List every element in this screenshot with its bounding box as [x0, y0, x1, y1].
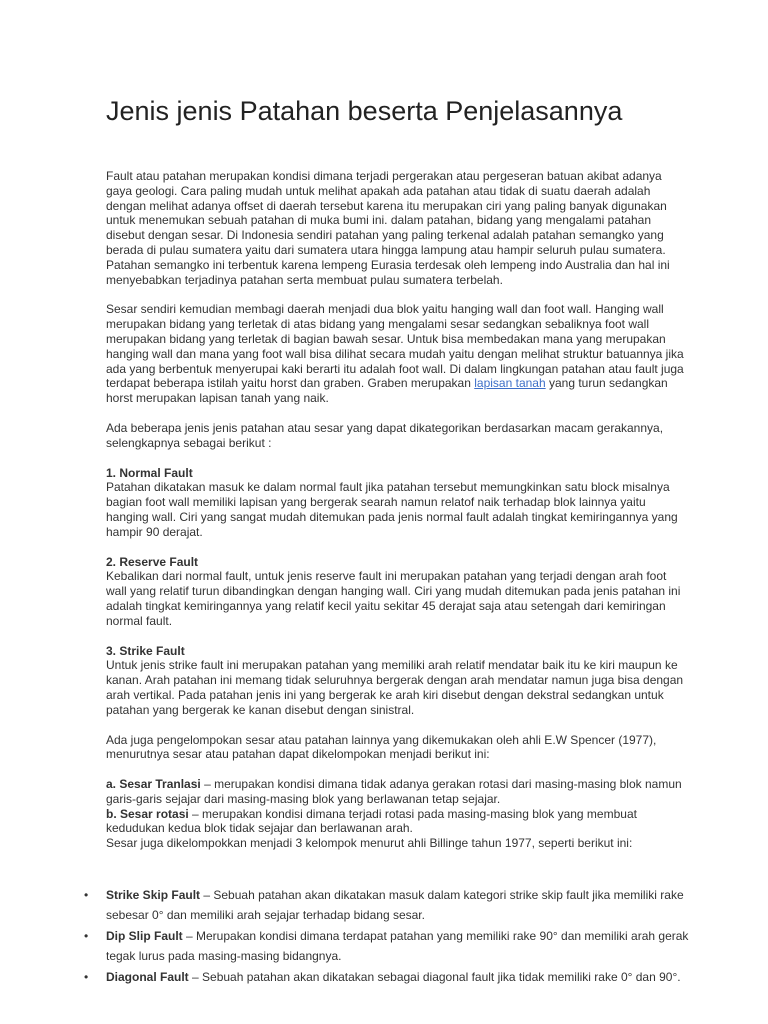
- section-text: Untuk jenis strike fault ini merupakan patahan yang memiliki arah relatif mendatar baik itu ke kiri maupun ke kanan. Arah patahan ini memang tidak seluruhnya bergerak dengan arah mendatar namun juga bisa dengan arah vertikal. Pada patahan jenis ini yang bergerak ke arah kiri disebut dengan dekstral sedangkan untuk patahan yang bergerak ke kanan disebut dengan sinistral.: [106, 658, 684, 717]
- page-title: Jenis jenis Patahan beserta Penjelasannya: [106, 96, 623, 126]
- section-normal-fault: [106, 466, 688, 540]
- article-body: [106, 169, 688, 851]
- paragraph-intro: Fault atau patahan merupakan kondisi dimana terjadi pergerakan atau pergeseran batuan akibat adanya gaya geologi. Cara paling mudah untuk melihat apakah ada patahan atau tidak di suatu daerah adalah dengan melihat adanya offset di daerah tersebut karena itu merupakan ciri yang paling banyak digunakan untuk menemukan sebuah patahan di muka bumi ini. dalam patahan, bidang yang mengalami patahan disebut dengan sesar. Di Indonesia sendiri patahan yang paling terkenal adalah patahan semangko yang berada di pulau sumatera yaitu dari sumatera utara hingga lampung atau hampir seluruh pulau sumatera. Patahan semangko ini terbentuk karena lempeng Eurasia terdesak oleh lempeng indo Australia dan hal ini menyebabkan terjadinya patahan serta membuat pulau sumatera terbelah.: [106, 169, 670, 287]
- item-text: – Sebuah patahan akan dikatakan sebagai diagonal fault jika tidak memiliki rake 0° dan 90°.: [188, 970, 681, 984]
- item-heading: Strike Skip Fault: [106, 888, 201, 902]
- section-heading: 1. Normal Fault: [106, 465, 193, 480]
- item-heading: Diagonal Fault: [106, 970, 189, 984]
- paragraph-text: Sesar sendiri kemudian membagi daerah menjadi dua blok yaitu hanging wall dan foot wall. Hanging wall merupakan bidang yang terletak di atas bidang yang mengalami sesar sedangkan sebaliknya foot wall merupakan bidang yang terletak di bagian bawah sesar. Untuk bisa membedakan mana yang merupakan hanging wall dan mana yang foot wall bisa dilihat secara mudah yaitu dengan melihat struktur batuannya jika ada yang berbentuk menyerupai kaki berarti itu adalah foot wall. Di dalam lingkungan patahan atau fault juga terdapat beberapa istilah yaitu horst dan graben. Graben merupakan: [106, 302, 684, 391]
- item-text: – merupakan kondisi dimana terjadi rotasi pada masing-masing blok yang membuat kedudukan kedua blok tidak sejajar dan berlawanan arah.: [106, 806, 637, 836]
- paragraph-hanging-foot-wall: [106, 302, 688, 406]
- bullet-marker: •: [84, 929, 89, 943]
- section-heading: 3. Strike Fault: [106, 643, 185, 658]
- list-item: [84, 885, 694, 925]
- bullet-list: [84, 885, 694, 988]
- section-text: Patahan dikatakan masuk ke dalam normal fault jika patahan tersebut memungkinkan satu block misalnya bagian foot wall memiliki lapisan yang bergerak searah namun relatof naik terhadap blok lainnya yaitu hanging wall. Ciri yang sangat mudah ditemukan pada jenis normal fault adalah tingkat kemiringannya yang hampir 90 derajat.: [106, 480, 678, 539]
- section-reserve-fault: [106, 555, 688, 629]
- section-heading: 2. Reserve Fault: [106, 554, 199, 569]
- item-text: – Merupakan kondisi dimana terdapat patahan yang memiliki rake 90° dan memiliki arah gerak tegak lurus pada masing-masing bidangnya.: [106, 929, 689, 963]
- paragraph-categories-intro: Ada beberapa jenis jenis patahan atau sesar yang dapat dikategorikan berdasarkan macam gerakannya, selengkapnya sebagai berikut :: [106, 420, 664, 450]
- item-sesar-tranlasi: [106, 777, 688, 807]
- list-item: [84, 967, 694, 987]
- paragraph-spencer: Ada juga pengelompokan sesar atau patahan lainnya yang dikemukakan oleh ahli E.W Spencer (1977), menurutnya sesar atau patahan dapat dikelompokan menjadi berikut ini:: [106, 732, 657, 762]
- section-text: Kebalikan dari normal fault, untuk jenis reserve fault ini merupakan patahan yang terjadi dengan arah foot wall yang relatif turun dibandingkan dengan hanging wall. Ciri yang mudah ditemukan pada jenis patahan ini adalah tingkat kemiringannya yang relatif kecil yaitu sekitar 45 derajat saja atau setengah dari kemiringan normal fault.: [106, 569, 681, 628]
- section-strike-fault: [106, 644, 688, 718]
- item-text: – merupakan kondisi dimana tidak adanya gerakan rotasi dari masing-masing blok namun garis-garis sejajar dari masing-masing blok yang berlawanan tetap sejajar.: [106, 777, 682, 806]
- item-heading: a. Sesar Tranlasi: [106, 777, 201, 792]
- lapisan-tanah-link[interactable]: lapisan tanah: [474, 376, 546, 391]
- bullet-marker: •: [84, 970, 89, 984]
- list-item: [84, 926, 694, 966]
- paragraph-billinge: Sesar juga dikelompokkan menjadi 3 kelompok menurut ahli Billinge tahun 1977, seperti berikut ini:: [106, 836, 633, 851]
- item-heading: Dip Slip Fault: [106, 929, 183, 943]
- item-sesar-rotasi: [106, 807, 688, 837]
- item-heading: b. Sesar rotasi: [106, 806, 189, 821]
- bullet-marker: •: [84, 888, 89, 902]
- paragraph-text: yang turun sedangkan horst merupakan lapisan tanah yang naik.: [106, 376, 668, 406]
- item-text: – Sebuah patahan akan dikatakan masuk dalam kategori strike skip fault jika memiliki rake sebesar 0° dan memiliki arah sejajar terhadap bidang sesar.: [106, 888, 684, 922]
